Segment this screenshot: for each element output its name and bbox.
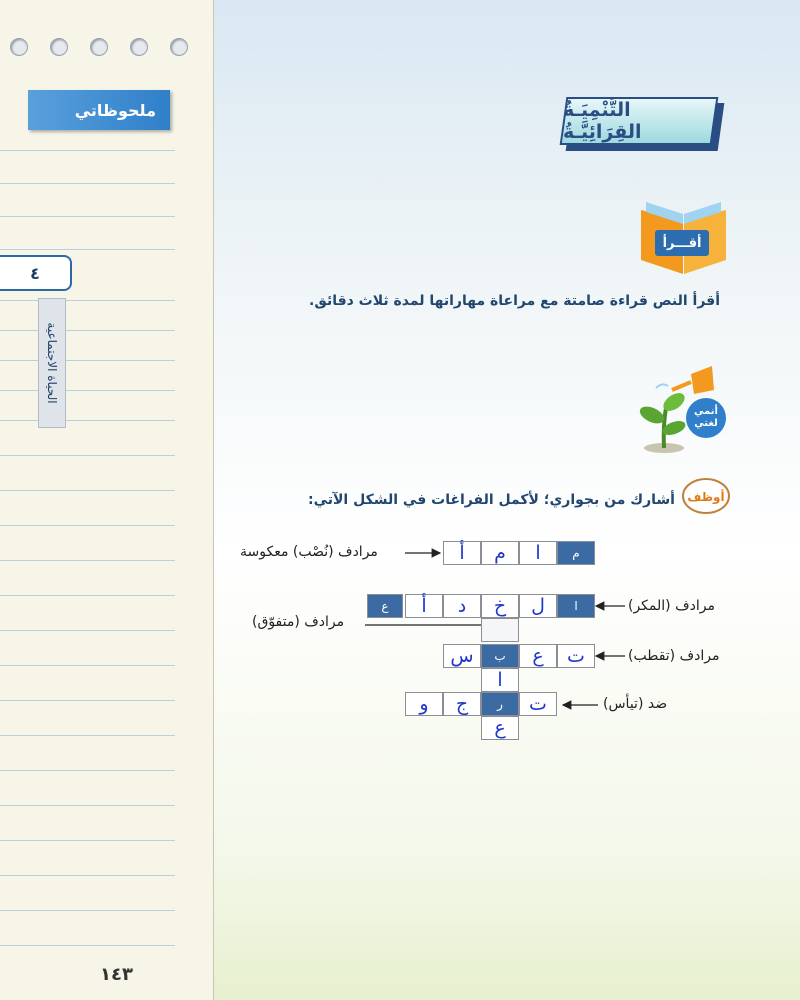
- binder-hole-icon: [50, 38, 68, 56]
- clue-column: مرادف (متفوّق): [252, 614, 345, 630]
- partner-instruction: أشارك من بجواري؛ لأكمل الفراغات في الشكل الآتي:: [307, 492, 675, 508]
- grid-cell[interactable]: ج: [443, 692, 481, 716]
- grid-cell[interactable]: ا: [519, 541, 557, 565]
- unit-title-tab: [38, 298, 66, 428]
- plant-label-2: لغتي: [694, 418, 718, 429]
- binder-hole-icon: [170, 38, 188, 56]
- grid-cell: ا: [557, 594, 595, 618]
- binder-hole-icon: [10, 38, 28, 56]
- page-number: ١٤٣: [100, 964, 133, 985]
- partner-badge-text: أوظف: [687, 490, 725, 504]
- grid-cell[interactable]: أ: [443, 541, 481, 565]
- clue-row3: مرادف (تقطب): [628, 648, 720, 664]
- plant-badge: [686, 398, 726, 438]
- partner-badge-icon: [680, 476, 732, 516]
- grid-cell: ر: [481, 692, 519, 716]
- plant-label-1: أنمي: [693, 406, 718, 417]
- grid-cell: ب: [481, 644, 519, 668]
- read-label: أقـــرأ: [655, 230, 709, 256]
- grid-cell[interactable]: م: [481, 541, 519, 565]
- unit-number: ٤: [0, 255, 72, 291]
- clue-row2: مرادف (المكر): [628, 598, 715, 614]
- clue-row5: ضد (تيأس): [603, 696, 668, 712]
- notes-label: ملحوظاتي: [28, 90, 170, 130]
- section-header: [563, 97, 726, 155]
- grid-cell[interactable]: أ: [405, 594, 443, 618]
- clue-row1: مرادف (نُصْب) معكوسة: [240, 544, 378, 560]
- binder-hole-icon: [130, 38, 148, 56]
- grid-cell[interactable]: ت: [519, 692, 557, 716]
- grid-cell[interactable]: ا: [481, 668, 519, 692]
- grid-cell[interactable]: ل: [519, 594, 557, 618]
- grid-cell[interactable]: [481, 618, 519, 642]
- grid-cell[interactable]: و: [405, 692, 443, 716]
- grid-cell[interactable]: ت: [557, 644, 595, 668]
- grid-cell[interactable]: ع: [519, 644, 557, 668]
- grid-cell: ع: [367, 594, 403, 618]
- grid-cell[interactable]: د: [443, 594, 481, 618]
- grid-cell[interactable]: ع: [481, 716, 519, 740]
- section-title: التَّنْمِيَـةُ القِرَائِيَّـةُ: [563, 99, 642, 143]
- read-instruction: أقرأ النص قراءة صامتة مع مراعاة مهاراتها لمدة ثلاث دقائق.: [309, 293, 720, 309]
- grid-cell[interactable]: خ: [481, 594, 519, 618]
- grid-cell: م: [557, 541, 595, 565]
- unit-title: الحياة الاجتماعية: [45, 322, 59, 404]
- notes-panel: [0, 0, 214, 1000]
- binder-hole-icon: [90, 38, 108, 56]
- grid-cell[interactable]: س: [443, 644, 481, 668]
